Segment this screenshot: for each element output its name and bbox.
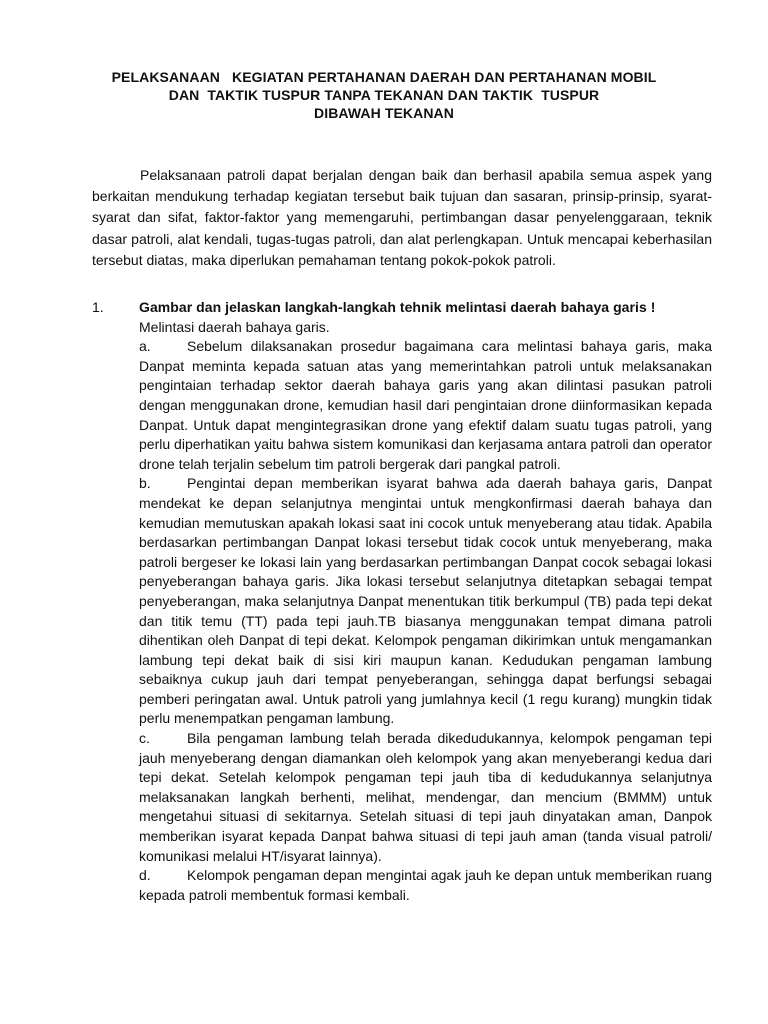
- item-letter: a.: [139, 338, 151, 355]
- item-text: Sebelum dilaksanakan prosedur bagaimana cara melintasi bahaya garis, maka Danpat meminta kepada satuan atas yang memerintahkan patroli untuk melaksanakan pengintaian terhadap sektor daerah bahaya garis yang akan dilintasi pasukan patroli dengan menggunakan drone, kemudian hasil dari pengintaian drone diinformasikan kepada Danpat. Untuk dapat mengintegrasikan drone yang efektif dalam suatu tugas patroli, yang perlu diperhatikan yaitu bahwa sistem komunikasi dan kerjasama antara patroli dan operator drone telah terjalin sebelum tim patroli bergerak dari pangkal patroli.: [139, 338, 712, 472]
- section-subtitle: Melintasi daerah bahaya garis.: [139, 318, 330, 335]
- item-text: Pengintai depan memberikan isyarat bahwa ada daerah bahaya garis, Danpat mendekat ke depan selanjutnya mengintai untuk mengkonfirmasi daerah bahaya dan kemudian memutuskan apakah lokasi saat ini cocok untuk menyeberang atau tidak. Apabila berdasarkan pertimbangan Danpat lokasi tersebut tidak cocok untuk menyeberang, maka patroli bergeser ke lokasi lain yang berdasarkan pertimbangan Danpat cocok sebagai lokasi penyeberangan bahaya garis. Jika lokasi tersebut selanjutnya ditetapkan sebagai tempat penyeberangan, maka selanjutnya Danpat menentukan titik berkumpul (TB) pada tepi dekat dan titik temu (TT) pada tepi jauh.TB biasanya menggunakan tempat dimana patroli dihentikan oleh Danpat di tepi dekat. Kelompok pengaman dikirimkan untuk mengamankan lambung tepi dekat baik di sisi kiri maupun kanan. Kedudukan pengaman lambung sebaiknya cukup jauh dari tempat penyeberangan, sehingga dapat berfungsi sebagai pemberi peringatan awal. Untuk patroli yang jumlahnya kecil (1 regu kurang) mungkin tidak perlu menempatkan pengaman lambung.: [139, 475, 712, 727]
- item-letter: c.: [139, 730, 150, 747]
- list-item-a: [139, 337, 712, 474]
- section-number: 1.: [92, 299, 104, 315]
- title-line: DIBAWAH TEKANAN: [314, 105, 454, 121]
- title-line: DAN TAKTIK TUSPUR TANPA TEKANAN DAN TAKTIK TUSPUR: [168, 87, 600, 103]
- list-item-d: [139, 866, 712, 905]
- section-content: [139, 298, 712, 905]
- list-item-b: [139, 474, 712, 729]
- item-text: Bila pengaman lambung telah berada dikedudukannya, kelompok pengaman tepi jauh menyeberang dengan diamankan oleh kelompok yang akan menyeberangi kedua dari tepi dekat. Setelah kelompok pengaman tepi jauh tiba di kedudukannya selanjutnya melaksanakan langkah berhenti, melihat, mendengar, dan mencium (BMMM) untuk mengetahui situasi di sekitarnya. Setelah situasi di tepi jauh dinyatakan aman, Danpok memberikan isyarat kepada Danpat bahwa situasi di tepi jauh aman (tanda visual patroli/ komunikasi melalui HT/isyarat lainnya).: [139, 730, 712, 864]
- list-item-c: [139, 729, 712, 866]
- document-title: [60, 68, 708, 122]
- item-text: Kelompok pengaman depan mengintai agak jauh ke depan untuk memberikan ruang kepada patroli membentuk formasi kembali.: [139, 867, 712, 903]
- item-letter: b.: [139, 475, 151, 492]
- section-question: Gambar dan jelaskan langkah-langkah tehnik melintasi daerah bahaya garis !: [139, 299, 656, 315]
- item-letter: d.: [139, 867, 151, 884]
- title-line: PELAKSANAAN KEGIATAN PERTAHANAN DAERAH DAN PERTAHANAN MOBIL: [111, 69, 657, 85]
- intro-paragraph: Pelaksanaan patroli dapat berjalan dengan baik dan berhasil apabila semua aspek yang berkaitan mendukung terhadap kegiatan tersebut baik tujuan dan sasaran, prinsip-prinsip, syarat-syarat dan sifat, faktor-faktor yang memengaruhi, pertimbangan dasar penyelenggaraan, teknik dasar patroli, alat kendali, tugas-tugas patroli, dan alat perlengkapan. Untuk mencapai keberhasilan tersebut diatas, maka diperlukan pemahaman tentang pokok-pokok patroli.: [92, 167, 712, 268]
